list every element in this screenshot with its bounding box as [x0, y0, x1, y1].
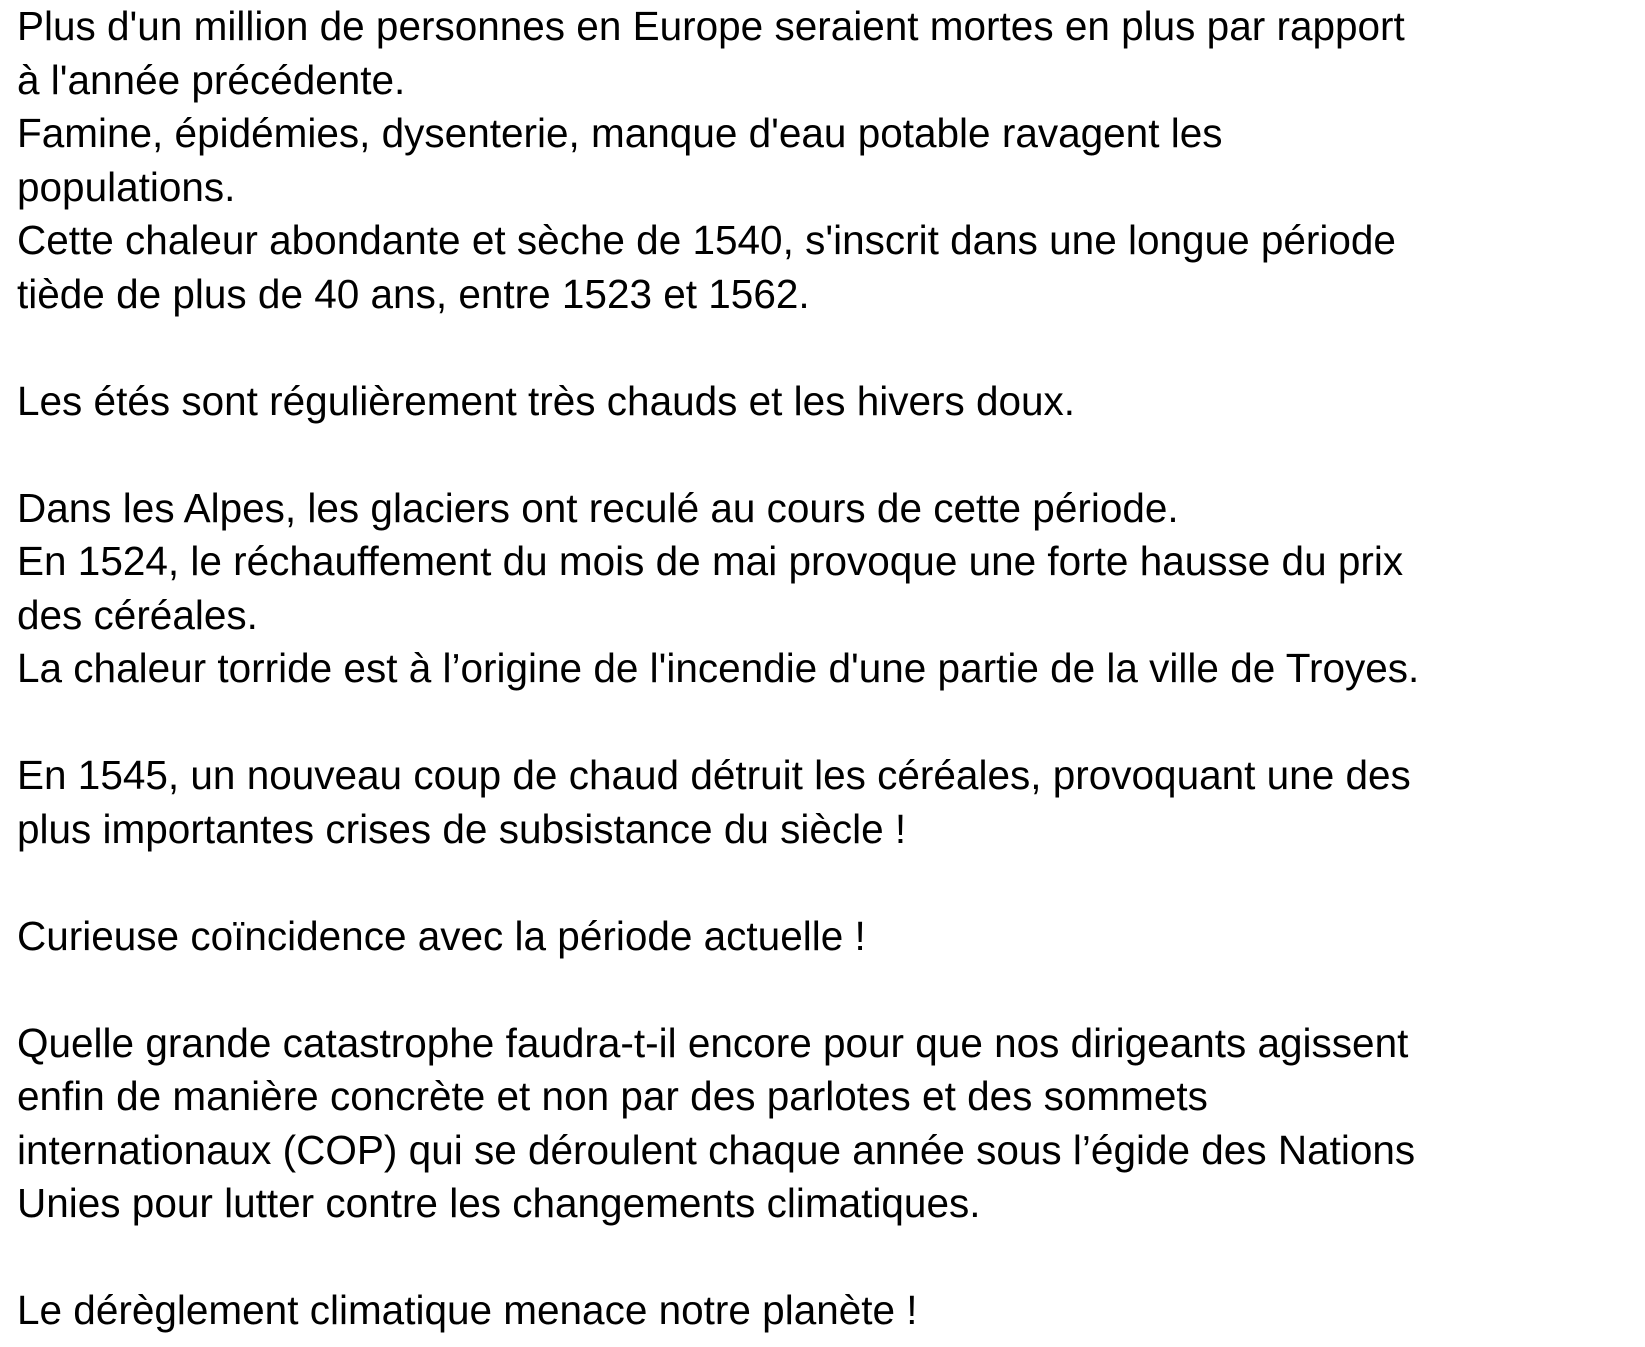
text-line: des céréales. — [17, 591, 258, 638]
blank-line — [17, 963, 1645, 1017]
blank-line — [17, 321, 1645, 375]
text-line: tiède de plus de 40 ans, entre 1523 et 1562. — [17, 270, 810, 317]
text-line: internationaux (COP) qui se déroulent chaque année sous l’égide des Nations — [17, 1126, 1416, 1173]
text-line: Le dérèglement climatique menace notre planète ! — [17, 1287, 918, 1333]
blank-line — [17, 696, 1645, 750]
blank-line — [17, 856, 1645, 910]
text-line: Plus d'un million de personnes en Europe seraient mortes en plus par rapport — [17, 3, 1405, 49]
text-line: enfin de manière concrète et non par des parlotes et des sommets — [17, 1073, 1208, 1119]
blank-line — [17, 428, 1645, 482]
text-line: plus importantes crises de subsistance du siècle ! — [17, 805, 907, 852]
text-line: Curieuse coïncidence avec la période actuelle ! — [17, 912, 866, 959]
text-line: En 1524, le réchauffement du mois de mai provoque une forte hausse du prix — [17, 538, 1404, 584]
text-line: populations. — [17, 163, 236, 210]
text-line: Cette chaleur abondante et sèche de 1540, s'inscrit dans une longue période — [17, 217, 1396, 263]
text-line: Dans les Alpes, les glaciers ont reculé au cours de cette période. — [17, 484, 1179, 531]
blank-line — [17, 1231, 1645, 1285]
text-line: Famine, épidémies, dysenterie, manque d'eau potable ravagent les — [17, 110, 1223, 156]
text-line: à l'année précédente. — [17, 56, 406, 103]
text-line: En 1545, un nouveau coup de chaud détruit les céréales, provoquant une des — [17, 752, 1411, 798]
text-line: Unies pour lutter contre les changements climatiques. — [17, 1180, 981, 1226]
text-line: La chaleur torride est à l’origine de l'incendie d'une partie de la ville de Troyes. — [17, 645, 1420, 691]
text-line: Quelle grande catastrophe faudra-t-il encore pour que nos dirigeants agissent — [17, 1019, 1409, 1066]
text-line: Les étés sont régulièrement très chauds et les hivers doux. — [17, 377, 1076, 424]
